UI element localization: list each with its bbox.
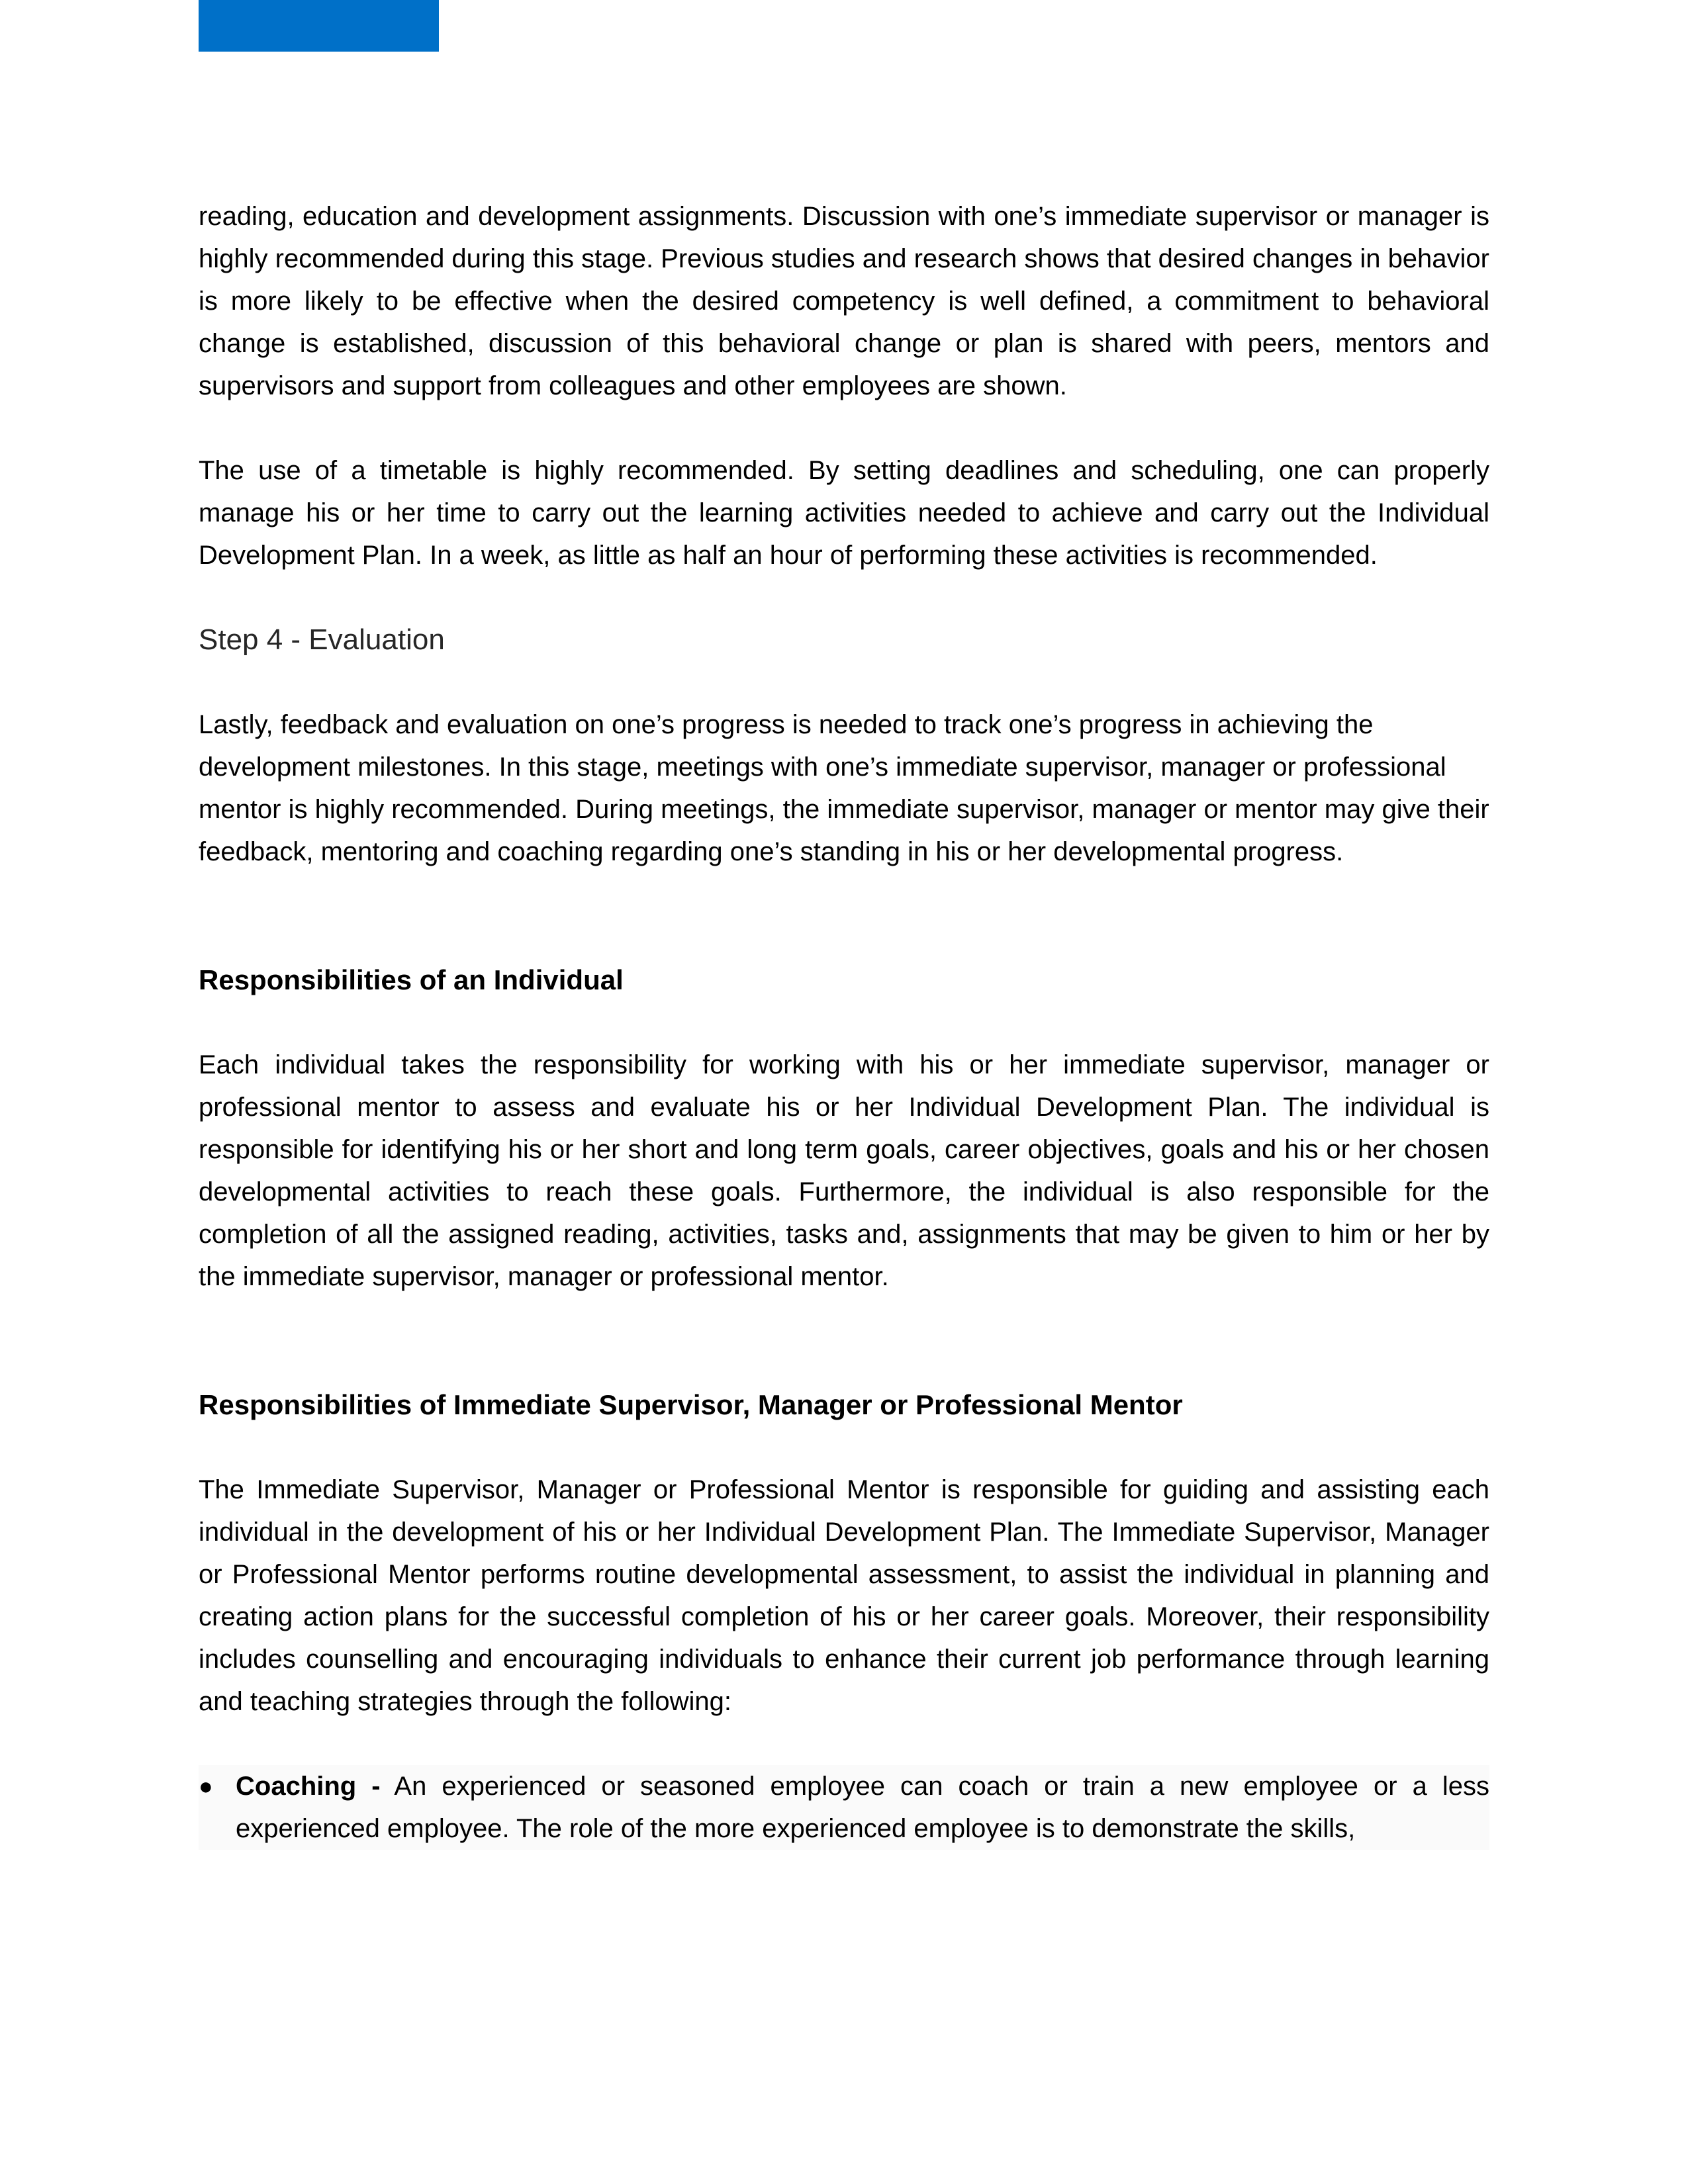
- list-item-coaching: [199, 1765, 1489, 1850]
- heading-responsibilities-individual: Responsibilities of an Individual: [199, 964, 624, 995]
- paragraph-timetable: The use of a timetable is highly recommended. By setting deadlines and scheduling, one can properly manage his or her time to carry out the learning activities needed to achieve and carry out the Individual Development Plan. In a week, as little as half an hour of performing these activities is recommended.: [199, 456, 1489, 570]
- bullet-dot-icon: ●: [199, 1772, 213, 1799]
- bullet-term-coaching: Coaching -: [236, 1772, 381, 1801]
- heading-responsibilities-supervisor: Responsibilities of Immediate Supervisor, Manager or Professional Mentor: [199, 1389, 1183, 1420]
- strategies-list: [199, 1765, 1489, 1850]
- document-body: [199, 195, 1489, 1850]
- paragraph-individual-responsibilities: Each individual takes the responsibility for working with his or her immediate supervisor, manager or professional mentor to assess and evaluate his or her Individual Development Plan. The individual is responsible for identifying his or her short and long term goals, career objectives, goals and his or her chosen developmental activities to reach these goals. Furthermore, the individual is also responsible for the completion of all the assigned reading, activities, tasks and, assignments that may be given to him or her by the immediate supervisor, manager or professional mentor.: [199, 1050, 1489, 1291]
- header-accent-bar: [199, 0, 439, 52]
- paragraph-supervisor-responsibilities: The Immediate Supervisor, Manager or Professional Mentor is responsible for guiding and assisting each individual in the development of his or her Individual Development Plan. The Immediate Supervisor, Manager or Professional Mentor performs routine developmental assessment, to assist the individual in planning and creating action plans for the successful completion of his or her career goals. Moreover, their responsibility includes counselling and encouraging individuals to enhance their current job performance through learning and teaching strategies through the following:: [199, 1475, 1489, 1716]
- paragraph-development-assignments: reading, education and development assignments. Discussion with one’s immediate supervisor or manager is highly recommended during this stage. Previous studies and research shows that desired changes in behavior is more likely to be effective when the desired competency is well defined, a commitment to behavioral change is established, discussion of this behavioral change or plan is shared with peers, mentors and supervisors and support from colleagues and other employees are shown.: [199, 202, 1489, 400]
- heading-step-4-evaluation: Step 4 - Evaluation: [199, 623, 445, 656]
- bullet-text-coaching: An experienced or seasoned employee can coach or train a new employee or a less experienced employee. The role of the more experienced employee is to demonstrate the skills,: [236, 1772, 1489, 1843]
- paragraph-evaluation: Lastly, feedback and evaluation on one’s progress is needed to track one’s progress in achieving the development milestones. In this stage, meetings with one’s immediate supervisor, manager or professional mentor is highly recommended. During meetings, the immediate supervisor, manager or mentor may give their feedback, mentoring and coaching regarding one’s standing in his or her developmental progress.: [199, 710, 1489, 866]
